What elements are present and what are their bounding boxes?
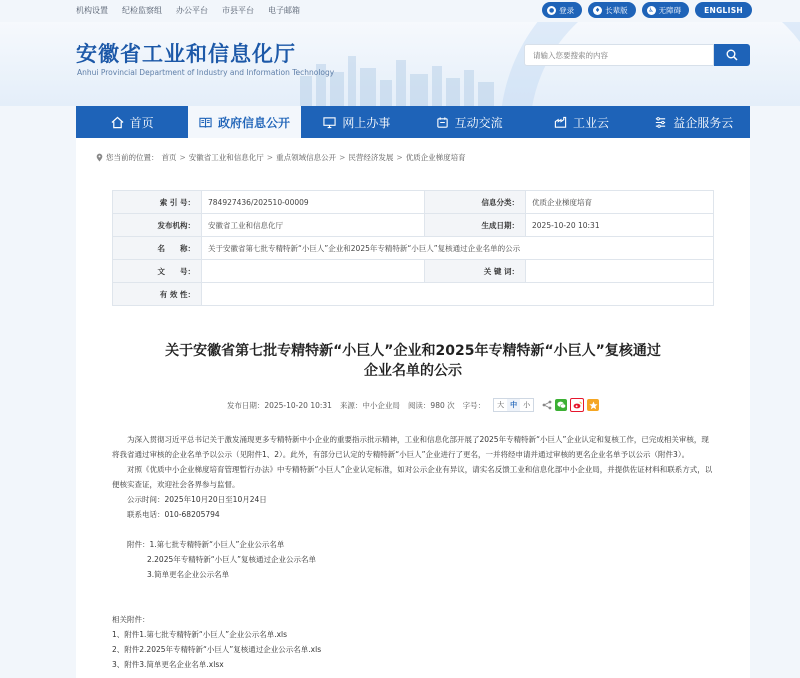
nav-interaction-label: 互动交流	[454, 115, 503, 130]
meta-docno-value	[202, 260, 425, 283]
publicity-period: 公示时间：2025年10月20日至10月24日	[127, 495, 267, 504]
search-input[interactable]	[524, 44, 714, 66]
monitor-icon	[323, 116, 336, 129]
top-buttons	[542, 2, 752, 18]
article-title-line2: 企业名单的公示	[364, 363, 462, 379]
attachment-item-1: 1.第七批专精特新“小巨人”企业公示名单	[149, 540, 285, 549]
font-size-switcher	[493, 398, 534, 412]
elder-label: 长辈版	[605, 5, 628, 15]
meta-date-value: 2025-10-20 10:31	[526, 214, 714, 237]
meta-docno-label: 文 号：	[113, 260, 202, 283]
content-panel	[76, 138, 750, 678]
top-link-city[interactable]: 市县平台	[222, 6, 254, 15]
nav-gov-info[interactable]	[188, 106, 300, 138]
weibo-share-icon[interactable]	[570, 398, 584, 412]
breadcrumb-prefix: 您当前的位置：	[106, 153, 159, 162]
meta-name-value: 关于安徽省第七批专精特新“小巨人”企业和2025年专精特新“小巨人”复核通过企业名单的公示	[202, 237, 714, 260]
breadcrumb-separator: >	[396, 153, 403, 162]
nav-home-label: 首页	[129, 115, 154, 130]
accessibility-icon: ♿	[648, 6, 654, 14]
contact-phone: 联系电话：010-68205794	[127, 510, 220, 519]
home-icon	[111, 116, 124, 129]
top-link-org[interactable]: 机构设置	[76, 6, 108, 15]
meta-org-label: 发布机构：	[113, 214, 202, 237]
search-icon	[726, 49, 738, 61]
service-icon	[654, 116, 667, 129]
nav-interaction[interactable]	[413, 106, 525, 138]
accessible-button[interactable]	[642, 2, 690, 18]
chat-icon	[436, 116, 449, 129]
spacer	[112, 522, 714, 537]
login-label: 登录	[559, 5, 575, 15]
meta-validity-label: 有 效 性：	[113, 283, 202, 306]
font-size-medium[interactable]: 中	[507, 399, 520, 411]
user-icon: ●	[548, 6, 555, 14]
meta-org-value: 安徽省工业和信息化厅	[202, 214, 425, 237]
view-count: 阅读：980 次	[407, 400, 455, 410]
elder-icon: ♦	[594, 6, 601, 14]
top-link-email[interactable]: 电子邮箱	[268, 6, 300, 15]
english-label: ENGLISH	[704, 5, 743, 15]
main-nav	[76, 106, 750, 138]
wechat-share-icon[interactable]	[555, 399, 567, 411]
share-bar	[542, 398, 599, 412]
related-attachments-label: 相关附件：	[112, 615, 150, 624]
meta-keyword-label: 关 键 词：	[425, 260, 526, 283]
login-button[interactable]	[542, 2, 582, 18]
breadcrumb-separator: >	[179, 153, 186, 162]
qzone-share-icon[interactable]	[587, 399, 599, 411]
nav-online-service-label: 网上办事	[342, 115, 391, 130]
attachment-item-2: 2.2025年专精特新“小巨人”复核通过企业公示名单	[147, 555, 317, 564]
nav-industry-cloud-label: 工业云	[572, 115, 609, 130]
article-paragraph: 对照《优质中小企业梯度培育管理暂行办法》中专精特新“小巨人”企业认定标准，如对公示企业有异议，请实名反馈工业和信息化部中小企业局，并提供佐证材料和联系方式，以便核实查证，欢迎社会各界参与监督。	[112, 465, 713, 489]
nav-gov-info-label: 政府信息公开	[217, 115, 290, 130]
accessible-label: 无障碍	[658, 5, 682, 15]
nav-home[interactable]	[76, 106, 188, 138]
attachment-item-3: 3.简单更名企业公示名单	[147, 570, 230, 579]
article-body	[112, 432, 714, 582]
english-button[interactable]	[695, 2, 752, 18]
top-links	[76, 5, 300, 16]
top-bar	[0, 0, 800, 22]
publish-date: 发布日期：2025-10-20 10:31	[226, 400, 332, 410]
attachment-label: 附件：	[127, 540, 150, 549]
breadcrumb-current[interactable]: 优质企业梯度培育	[405, 153, 466, 162]
article-title-line1: 关于安徽省第七批专精特新“小巨人”企业和2025年专精特新“小巨人”复核通过	[165, 343, 661, 359]
top-link-discipline[interactable]: 纪检监察组	[122, 6, 162, 15]
search-button[interactable]	[714, 44, 750, 66]
book-icon	[199, 116, 212, 129]
meta-category-value: 优质企业梯度培育	[526, 191, 714, 214]
share-icon	[542, 400, 552, 410]
font-size-small[interactable]: 小	[523, 401, 531, 409]
meta-validity-value	[202, 283, 714, 306]
site-title[interactable]: 安徽省工业和信息化厅	[76, 42, 296, 66]
attachment-link-1[interactable]: 1、附件1.第七批专精特新“小巨人”企业公示名单.xls	[112, 630, 288, 639]
meta-name-label: 名 称：	[113, 237, 202, 260]
search-box	[524, 44, 750, 66]
nav-enterprise-service[interactable]	[638, 106, 750, 138]
attachment-line	[112, 537, 714, 552]
article-title	[112, 341, 714, 381]
elder-mode-button[interactable]	[588, 2, 636, 18]
breadcrumb-separator: >	[339, 153, 346, 162]
breadcrumb-key-areas[interactable]: 重点领域信息公开	[276, 153, 337, 162]
nav-enterprise-service-label: 益企服务云	[673, 115, 734, 130]
breadcrumb-private-economy[interactable]: 民营经济发展	[348, 153, 394, 162]
nav-industry-cloud[interactable]	[525, 106, 637, 138]
document-meta-table	[112, 190, 714, 306]
meta-keyword-value	[526, 260, 714, 283]
font-size-large[interactable]: 大	[497, 401, 505, 409]
breadcrumb-separator: >	[266, 153, 274, 162]
location-pin-icon	[96, 153, 103, 162]
article-info-bar	[76, 398, 750, 412]
top-link-office[interactable]: 办公平台	[176, 6, 208, 15]
article-source: 来源：中小企业局	[339, 400, 400, 410]
font-size-label: 字号：	[462, 400, 486, 410]
meta-date-label: 生成日期：	[425, 214, 526, 237]
site-subtitle: Anhui Provincial Department of Industry and Information Technology	[77, 68, 335, 77]
breadcrumb-department[interactable]: 安徽省工业和信息化厅	[188, 153, 264, 162]
related-attachments	[112, 612, 714, 672]
nav-online-service[interactable]	[301, 106, 413, 138]
meta-index-value: 784927436/202510-00009	[202, 191, 425, 214]
cloud-icon	[554, 116, 567, 129]
article-paragraph: 为深入贯彻习近平总书记关于激发涌现更多专精特新中小企业的重要指示批示精神，工业和信息化部开展了2025年专精特新“小巨人”企业认定和复核工作，已完成相关审核，现将我省通过审核的企业名单予以公示（见附件1、2）。此外，有部分已认定的专精特新“小巨人”企业进行了更名，一并将经申请并通过审核的更名企业名单予以公示（附件3）。	[112, 435, 709, 459]
attachment-link-2[interactable]: 2、附件2.2025年专精特新“小巨人”复核通过企业公示名单.xls	[112, 645, 322, 654]
site-header	[0, 22, 800, 106]
breadcrumb-home[interactable]: 首页	[161, 153, 177, 162]
meta-category-label: 信息分类：	[425, 191, 526, 214]
breadcrumb	[96, 152, 466, 163]
attachment-link-3[interactable]: 3、附件3.简单更名企业名单.xlsx	[112, 660, 224, 669]
meta-index-label: 索 引 号：	[113, 191, 202, 214]
